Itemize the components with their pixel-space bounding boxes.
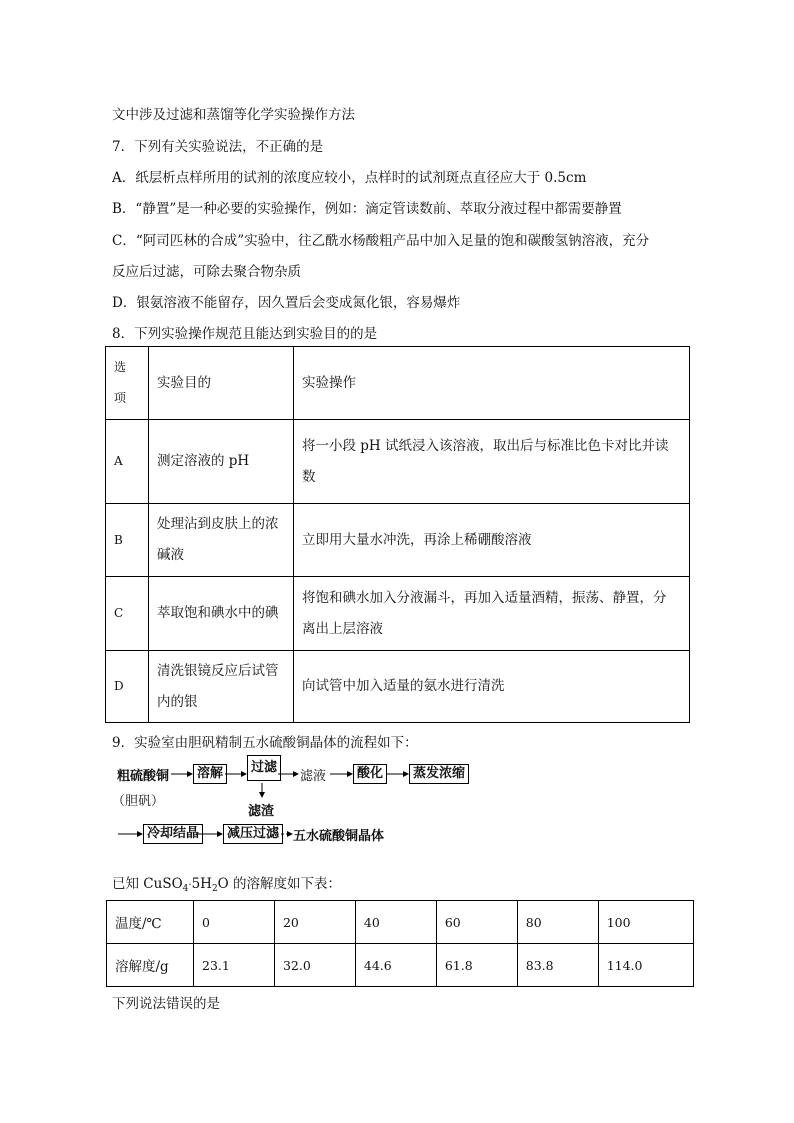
row-operation: 向试管中加入适量的氨水进行清洗 [294,651,690,723]
table-row [106,420,690,504]
raw-material-label: 粗硫酸铜 [117,769,170,784]
step-vacuum-filter: 减压过滤 [223,824,283,844]
table-row [106,577,690,651]
row-option: A [106,420,149,504]
table-row [106,651,690,723]
step-dissolve: 溶解 [193,764,227,784]
row-purpose: 处理沾到皮肤上的浓 碱液 [149,504,294,577]
product-label: 五水硫酸铜晶体 [293,829,385,844]
q7-option-b: B．“静置”是一种必要的实验操作，例如：滴定管读数前、萃取分液过程中都需要静置 [112,201,622,217]
solubility-cell: 23.1 [194,944,275,987]
row-purpose: 测定溶液的 pH [149,420,294,504]
intro-line: 文中涉及过滤和蒸馏等化学实验操作方法 [112,107,355,123]
filtrate-label: 滤液 [300,769,327,784]
step-cool-crystallize: 冷却结晶 [143,824,203,844]
temp-cell: 40 [355,901,436,944]
temp-cell: 80 [517,901,598,944]
solubility-intro: 已知 $CuSO_4\cdot 5H_2O$ 的溶解度如下表： [112,876,342,894]
q7-option-d: D．银氨溶液不能留存，因久置后会变成氮化银，容易爆炸 [112,295,461,311]
temp-cell: 0 [194,901,275,944]
header-option: 选 项 [106,347,149,420]
row-purpose: 萃取饱和碘水中的碘 [149,577,294,651]
q7-option-c: C．“阿司匹林的合成”实验中，往乙酰水杨酸粗产品中加入足量的饱和碳酸氢钠溶液，充分 [112,233,650,249]
table-row [107,944,694,987]
q7-option-c-cont: 反应后过滤，可除去聚合物杂质 [112,264,301,280]
table-row [106,504,690,577]
header-operation: 实验操作 [294,347,690,420]
row-option: B [106,504,149,577]
row-option: C [106,577,149,651]
row-operation: 将一小段 pH 试纸浸入该溶液，取出后与标准比色卡对比并读 数 [294,420,690,504]
temp-cell: 60 [436,901,517,944]
solubility-cell: 44.6 [355,944,436,987]
solubility-cell: 32.0 [274,944,355,987]
solubility-cell: 83.8 [517,944,598,987]
process-flowchart [112,758,512,848]
solubility-cell: 61.8 [436,944,517,987]
residue-label: 滤渣 [248,804,275,819]
row-label: 溶解度/g [107,944,194,987]
temp-cell: 100 [598,901,693,944]
row-operation: 立即用大量水冲洗，再涂上稀硼酸溶液 [294,504,690,577]
table-row [107,901,694,944]
q8-options-table [105,346,690,723]
formula-cuso4-5h2o: $CuSO_4\cdot 5H_2O$ [143,876,229,894]
row-option: D [106,651,149,723]
step-acidify: 酸化 [353,764,387,784]
step-evaporate: 蒸发浓缩 [409,764,469,784]
row-label: 温度/℃ [107,901,194,944]
raw-material-alias: （胆矾） [112,794,165,809]
q7-option-a: A．纸层析点样所用的试剂的浓度应较小，点样时的试剂斑点直径应大于 0.5cm [112,170,587,186]
table-header-row [106,347,690,420]
q7-stem: 7．下列有关实验说法，不正确的是 [112,139,324,155]
row-purpose: 清洗银镜反应后试管 内的银 [149,651,294,723]
header-purpose: 实验目的 [149,347,294,420]
temp-cell: 20 [274,901,355,944]
q8-stem: 8．下列实验操作规范且能达到实验目的的是 [112,326,378,342]
solubility-cell: 114.0 [598,944,693,987]
solubility-table [106,900,694,987]
row-operation: 将饱和碘水加入分液漏斗，再加入适量酒精，振荡、静置，分 离出上层溶液 [294,577,690,651]
q9-ask: 下列说法错误的是 [112,996,220,1012]
step-filter: 过滤 [247,755,281,781]
q9-stem: 9．实验室由胆矾精制五水硫酸铜晶体的流程如下： [112,735,418,751]
